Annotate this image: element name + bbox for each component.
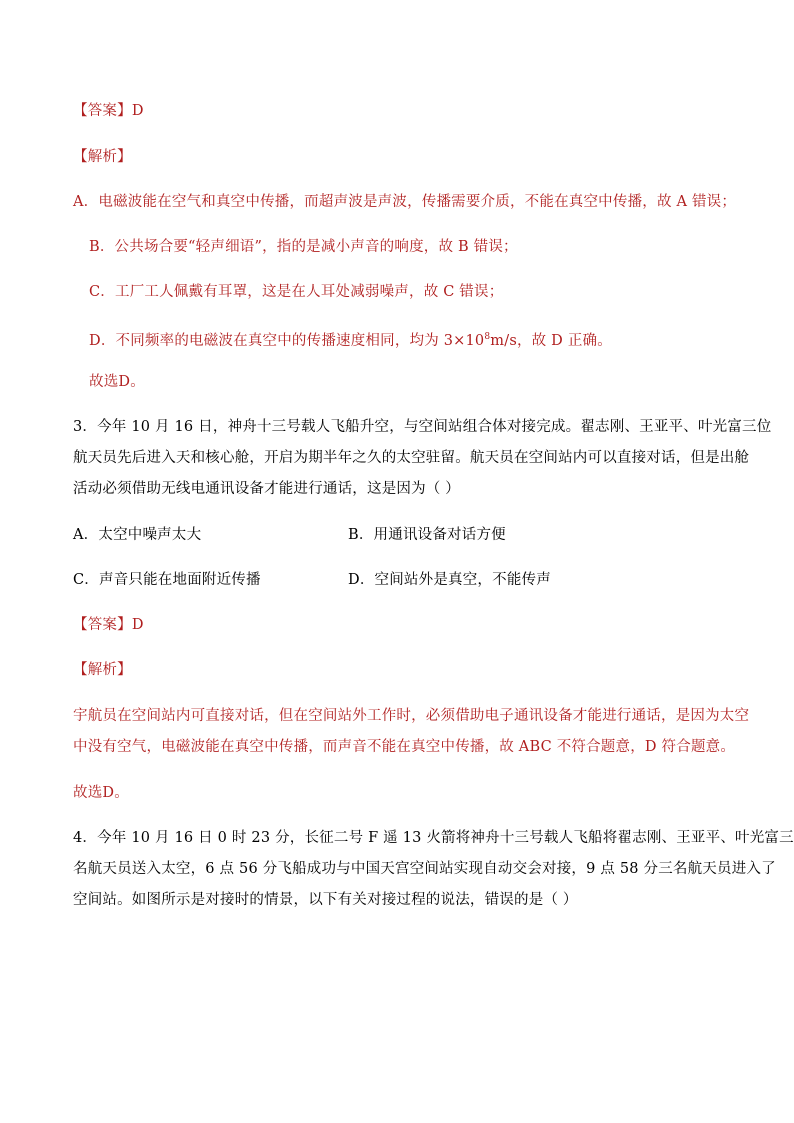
answer-value: D [131, 617, 144, 633]
answer-line-1 [73, 100, 144, 122]
answer-value: D [131, 103, 144, 119]
question3-option-a: A．太空中噪声太大 [73, 527, 202, 543]
analysis-option-a: A．电磁波能在空气和真空中传播，而超声波是声波，传播需要介质，不能在真空中传播，故 A 错误； [73, 194, 737, 210]
analysis-option-c: C．工厂工人佩戴有耳罩，这是在人耳处减弱噪声，故 C 错误； [89, 284, 504, 300]
analysis-text-2: 中没有空气，电磁波能在真空中传播，而声音不能在真空中传播，故 ABC 不符合题意，D 符合题意。 [73, 739, 736, 755]
option-d-text-end: m/s，故 D 正确。 [490, 332, 612, 349]
analysis-option-b: B．公共场合要“轻声细语”，指的是减小声音的响度，故 B 错误； [89, 239, 518, 255]
question3-option-b: B．用通讯设备对话方便 [348, 527, 506, 543]
question3-line-1: 3．今年 10 月 16 日，神舟十三号载人飞船升空，与空间站组合体对接完成。翟志刚、王亚平、叶光富三位 [73, 419, 772, 435]
question4-line-1: 4．今年 10 月 16 日 0 时 23 分，长征二号 F 遥 13 火箭将神舟十三号载人飞船将翟志刚、王亚平、叶光富三 [73, 830, 794, 846]
option-d-exponent: 8 [484, 332, 491, 342]
analysis-label-1 [73, 146, 132, 168]
answer-label: 【答案】 [73, 103, 132, 119]
question4-line-3: 空间站。如图所示是对接时的情景，以下有关对接过程的说法，错误的是（ ） [73, 892, 578, 908]
analysis-label: 【解析】 [73, 662, 132, 678]
question4-line-2: 名航天员送入太空，6 点 56 分飞船成功与中国天宫空间站实现自动交会对接，9 点 58 分三名航天员进入了 [73, 861, 776, 877]
question3-line-2: 航天员先后进入天和核心舱，开启为期半年之久的太空驻留。航天员在空间站内可以直接对话，但是出舱 [73, 450, 750, 466]
analysis-option-d [89, 326, 612, 352]
question3-option-c: C．声音只能在地面附近传播 [73, 572, 261, 588]
conclusion-2: 故选D。 [73, 785, 129, 801]
analysis-label: 【解析】 [73, 149, 132, 165]
option-d-text: D．不同频率的电磁波在真空中的传播速度相同，均为 3×10 [89, 332, 485, 349]
answer-line-2 [73, 614, 144, 636]
analysis-text-1: 宇航员在空间站内可直接对话，但在空间站外工作时，必须借助电子通讯设备才能进行通话，是因为太空 [73, 708, 750, 724]
analysis-label-2 [73, 659, 132, 681]
answer-label: 【答案】 [73, 617, 132, 633]
question3-line-3: 活动必须借助无线电通讯设备才能进行通话，这是因为（ ） [73, 481, 461, 497]
conclusion-1: 故选D。 [89, 374, 145, 390]
question3-option-d: D．空间站外是真空，不能传声 [348, 572, 551, 588]
